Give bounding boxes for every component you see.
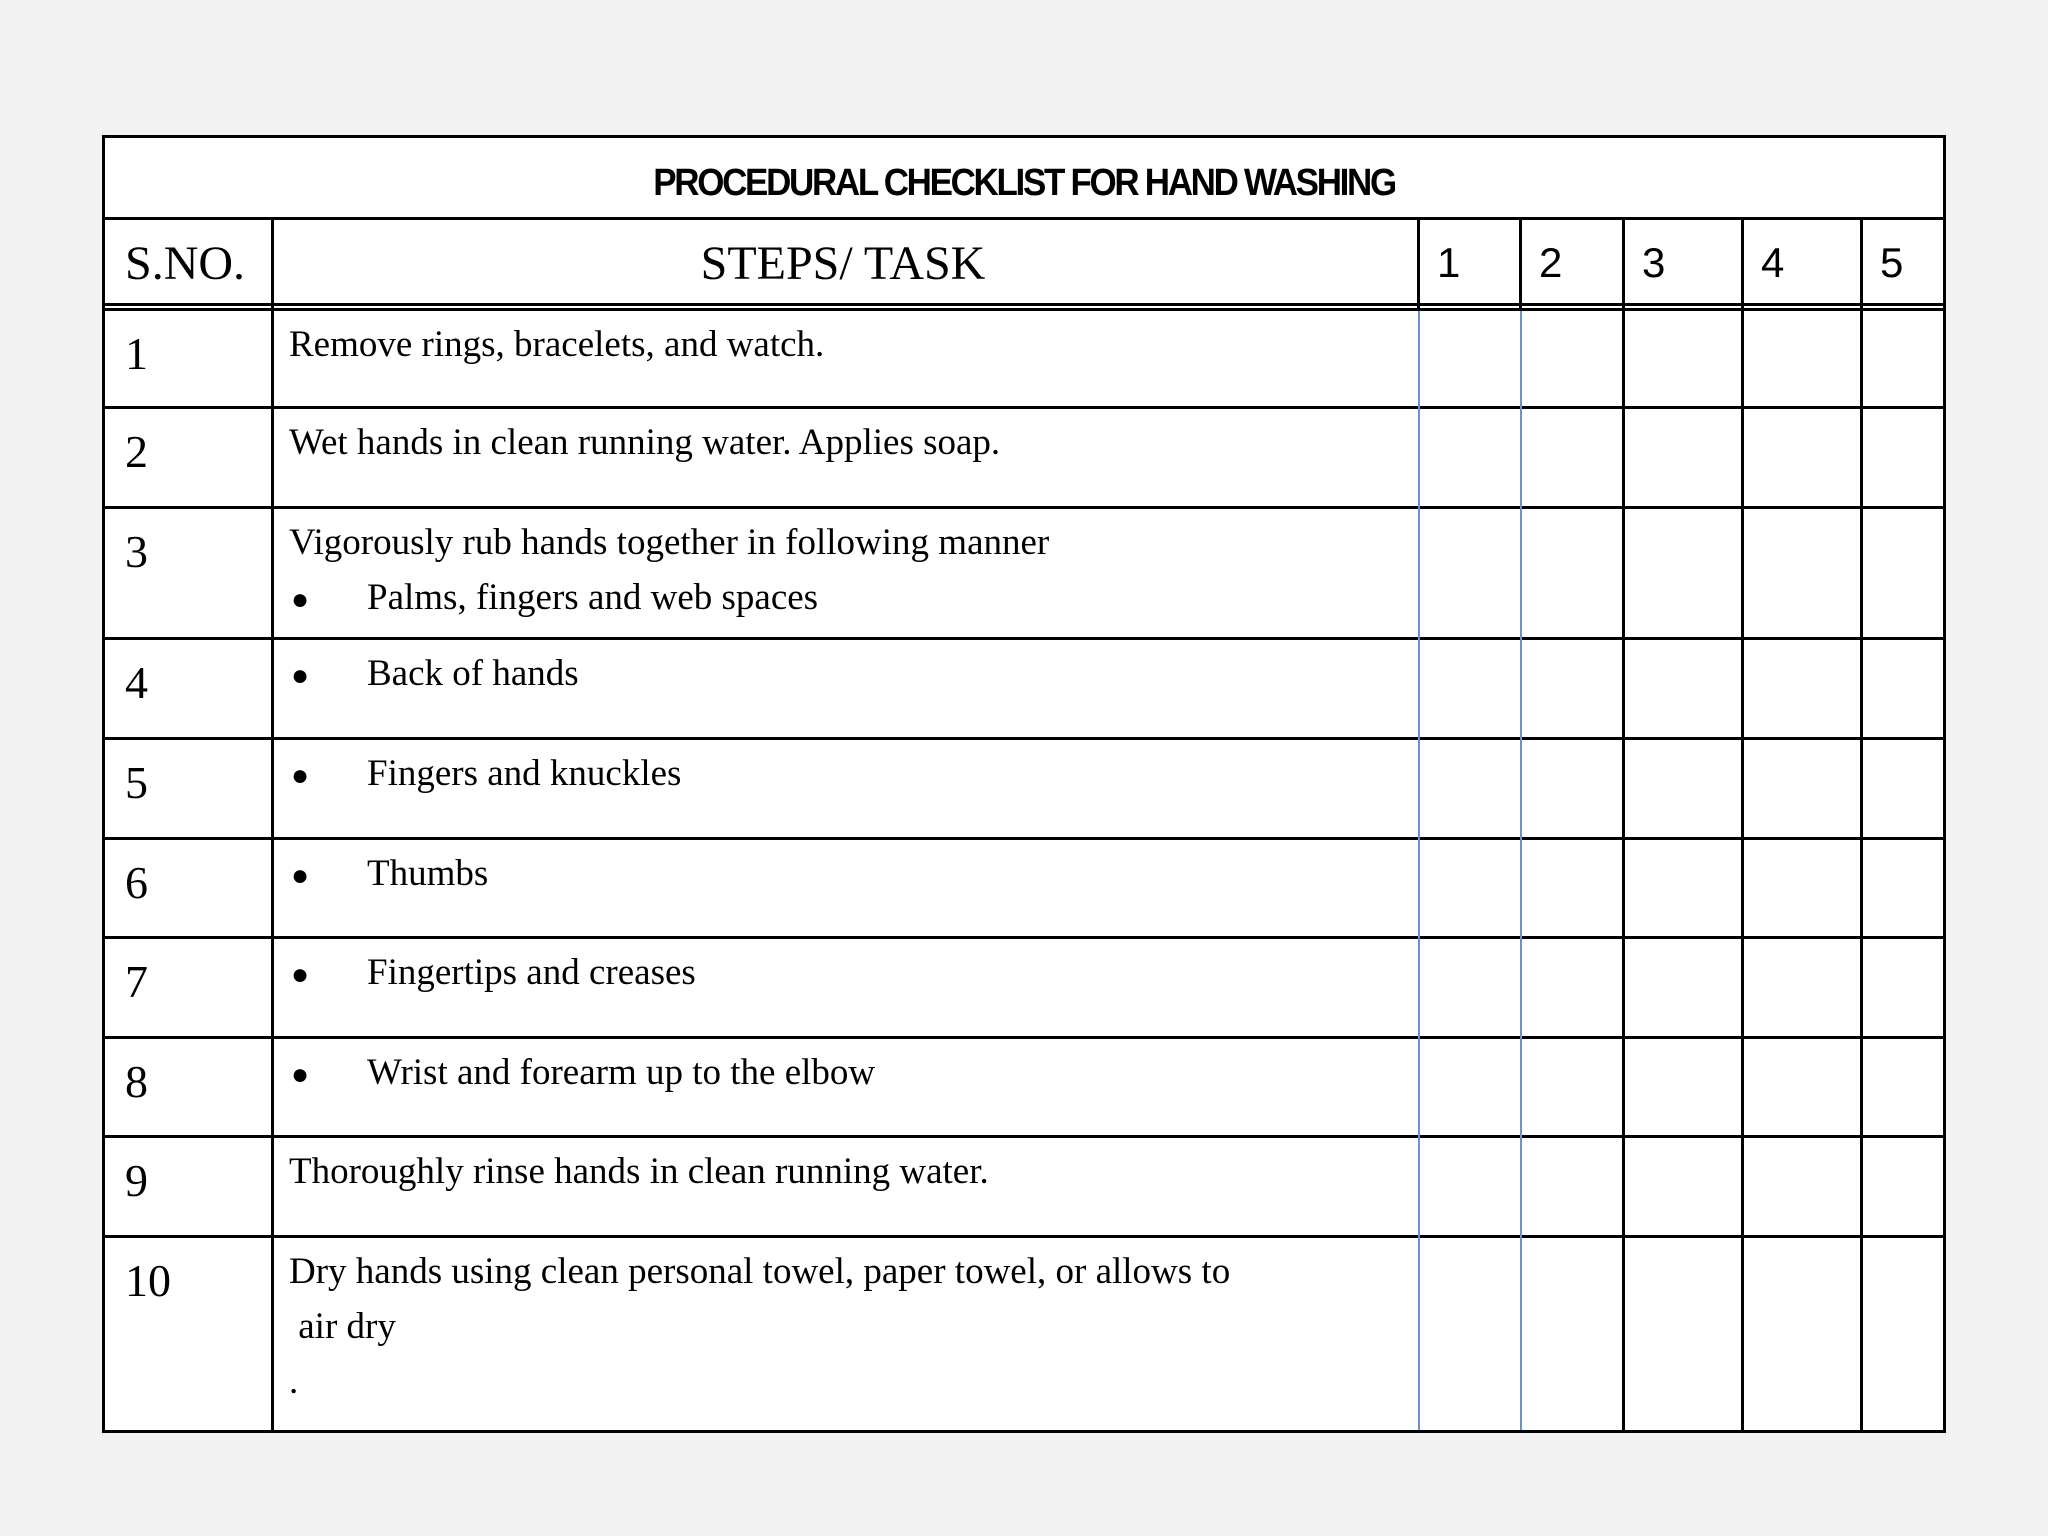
table-row — [105, 939, 1943, 1039]
header-sno: S.NO. — [125, 236, 246, 290]
attempt-2-cell[interactable] — [1522, 740, 1622, 837]
attempt-1-cell[interactable] — [1420, 509, 1520, 637]
task-text: Wet hands in clean running water. Applies soap. — [289, 422, 1001, 463]
task-line — [289, 515, 1249, 570]
attempt-5-cell[interactable] — [1863, 840, 1946, 936]
row-number: 8 — [125, 1056, 148, 1107]
attempt-5-cell[interactable] — [1863, 1238, 1946, 1436]
table-row — [105, 840, 1943, 939]
attempt-4-cell[interactable] — [1744, 640, 1860, 737]
table-title-row — [105, 138, 1943, 220]
attempt-3-cell[interactable] — [1625, 740, 1741, 837]
task-text: Fingers and knuckles — [367, 753, 682, 794]
table-row — [105, 311, 1943, 409]
attempt-3-cell[interactable] — [1625, 1238, 1741, 1436]
attempt-3-cell[interactable] — [1625, 409, 1741, 506]
column-divider-blue — [1520, 311, 1522, 1430]
task-text: Fingertips and creases — [367, 952, 696, 993]
header-attempt-1: 1 — [1437, 239, 1461, 286]
row-number: 4 — [125, 657, 148, 708]
table-row — [105, 509, 1943, 640]
attempt-3-cell[interactable] — [1625, 1039, 1741, 1135]
task-text: . — [289, 1361, 299, 1402]
task-cell — [289, 1045, 1249, 1102]
table-row — [105, 740, 1943, 840]
row-number: 3 — [125, 526, 148, 577]
attempt-1-cell[interactable] — [1420, 840, 1520, 936]
row-number: 10 — [125, 1255, 171, 1306]
attempt-2-cell[interactable] — [1522, 840, 1622, 936]
attempt-1-cell[interactable] — [1420, 1039, 1520, 1135]
attempt-3-cell[interactable] — [1625, 939, 1741, 1036]
header-task: STEPS/ TASK — [700, 236, 986, 290]
task-line — [289, 415, 1249, 470]
table-row — [105, 1238, 1943, 1436]
row-number: 9 — [125, 1155, 148, 1206]
attempt-4-cell[interactable] — [1744, 1039, 1860, 1135]
attempt-5-cell[interactable] — [1863, 740, 1946, 837]
bullet-item — [289, 1045, 1249, 1102]
attempt-3-cell[interactable] — [1625, 640, 1741, 737]
attempt-4-cell[interactable] — [1744, 311, 1860, 406]
table-row — [105, 409, 1943, 509]
column-divider — [1519, 220, 1522, 311]
bullet-icon: ● — [291, 1058, 310, 1091]
attempt-5-cell[interactable] — [1863, 311, 1946, 406]
table-row — [105, 1039, 1943, 1138]
attempt-3-cell[interactable] — [1625, 1138, 1741, 1235]
attempt-2-cell[interactable] — [1522, 640, 1622, 737]
task-cell — [289, 415, 1249, 470]
task-text: Thoroughly rinse hands in clean running water. — [289, 1151, 989, 1192]
task-line — [289, 1144, 1249, 1199]
header-attempt-2: 2 — [1539, 239, 1563, 286]
attempt-5-cell[interactable] — [1863, 640, 1946, 737]
header-attempt-4: 4 — [1761, 239, 1785, 286]
task-cell — [289, 846, 1249, 903]
attempt-3-cell[interactable] — [1625, 311, 1741, 406]
bullet-icon: ● — [291, 859, 310, 892]
task-cell — [289, 515, 1249, 627]
attempt-4-cell[interactable] — [1744, 409, 1860, 506]
task-line — [289, 1299, 1249, 1354]
attempt-2-cell[interactable] — [1522, 509, 1622, 637]
column-divider — [271, 220, 274, 1430]
bullet-item — [289, 945, 1249, 1002]
attempt-2-cell[interactable] — [1522, 1039, 1622, 1135]
attempt-4-cell[interactable] — [1744, 1138, 1860, 1235]
task-text: Back of hands — [367, 653, 579, 694]
attempt-3-cell[interactable] — [1625, 840, 1741, 936]
task-text: Vigorously rub hands together in following manner — [289, 522, 1050, 563]
task-text: Wrist and forearm up to the elbow — [367, 1052, 876, 1093]
row-number: 7 — [125, 956, 148, 1007]
checklist-table — [102, 135, 1946, 1433]
task-cell — [289, 317, 1249, 372]
attempt-1-cell[interactable] — [1420, 939, 1520, 1036]
attempt-2-cell[interactable] — [1522, 311, 1622, 406]
task-text: Thumbs — [367, 853, 489, 894]
attempt-1-cell[interactable] — [1420, 409, 1520, 506]
attempt-2-cell[interactable] — [1522, 409, 1622, 506]
attempt-4-cell[interactable] — [1744, 1238, 1860, 1436]
attempt-2-cell[interactable] — [1522, 1138, 1622, 1235]
table-row — [105, 1138, 1943, 1238]
attempt-1-cell[interactable] — [1420, 740, 1520, 837]
bullet-item — [289, 570, 1249, 627]
column-divider — [1741, 220, 1744, 1430]
row-number: 2 — [125, 426, 148, 477]
bullet-item — [289, 846, 1249, 903]
task-line — [289, 1244, 1249, 1299]
column-divider — [1860, 220, 1863, 1430]
task-text: Dry hands using clean personal towel, paper towel, or allows to — [289, 1251, 1231, 1292]
task-cell — [289, 746, 1249, 803]
task-text: Palms, fingers and web spaces — [367, 577, 819, 618]
attempt-5-cell[interactable] — [1863, 509, 1946, 637]
task-text: Remove rings, bracelets, and watch. — [289, 324, 825, 365]
attempt-1-cell[interactable] — [1420, 640, 1520, 737]
bullet-icon: ● — [291, 583, 310, 616]
row-number: 6 — [125, 857, 148, 908]
table-row — [105, 640, 1943, 740]
attempt-5-cell[interactable] — [1863, 1138, 1946, 1235]
task-line — [289, 1354, 1249, 1409]
attempt-3-cell[interactable] — [1625, 509, 1741, 637]
attempt-1-cell[interactable] — [1420, 311, 1520, 406]
header-attempt-3: 3 — [1642, 239, 1666, 286]
attempt-4-cell[interactable] — [1744, 509, 1860, 637]
bullet-icon: ● — [291, 759, 310, 792]
attempt-4-cell[interactable] — [1744, 840, 1860, 936]
attempt-4-cell[interactable] — [1744, 939, 1860, 1036]
column-divider — [1622, 220, 1625, 1430]
header-attempt-5: 5 — [1880, 239, 1904, 286]
column-divider — [1417, 220, 1420, 311]
bullet-item — [289, 746, 1249, 803]
attempt-2-cell[interactable] — [1522, 939, 1622, 1036]
task-cell — [289, 945, 1249, 1002]
attempt-2-cell[interactable] — [1522, 1238, 1622, 1436]
table-title: PROCEDURAL CHECKLIST FOR HAND WASHING — [653, 162, 1395, 204]
task-cell — [289, 646, 1249, 703]
column-divider-blue — [1418, 311, 1420, 1430]
task-cell — [289, 1144, 1249, 1199]
attempt-5-cell[interactable] — [1863, 409, 1946, 506]
attempt-5-cell[interactable] — [1863, 939, 1946, 1036]
attempt-5-cell[interactable] — [1863, 1039, 1946, 1135]
attempt-1-cell[interactable] — [1420, 1138, 1520, 1235]
task-cell — [289, 1244, 1249, 1409]
bullet-item — [289, 646, 1249, 703]
attempt-4-cell[interactable] — [1744, 740, 1860, 837]
bullet-icon: ● — [291, 958, 310, 991]
bullet-icon: ● — [291, 659, 310, 692]
row-number: 1 — [125, 328, 148, 379]
task-line — [289, 317, 1249, 372]
task-text: air dry — [289, 1306, 396, 1347]
attempt-1-cell[interactable] — [1420, 1238, 1520, 1436]
row-number: 5 — [125, 757, 148, 808]
